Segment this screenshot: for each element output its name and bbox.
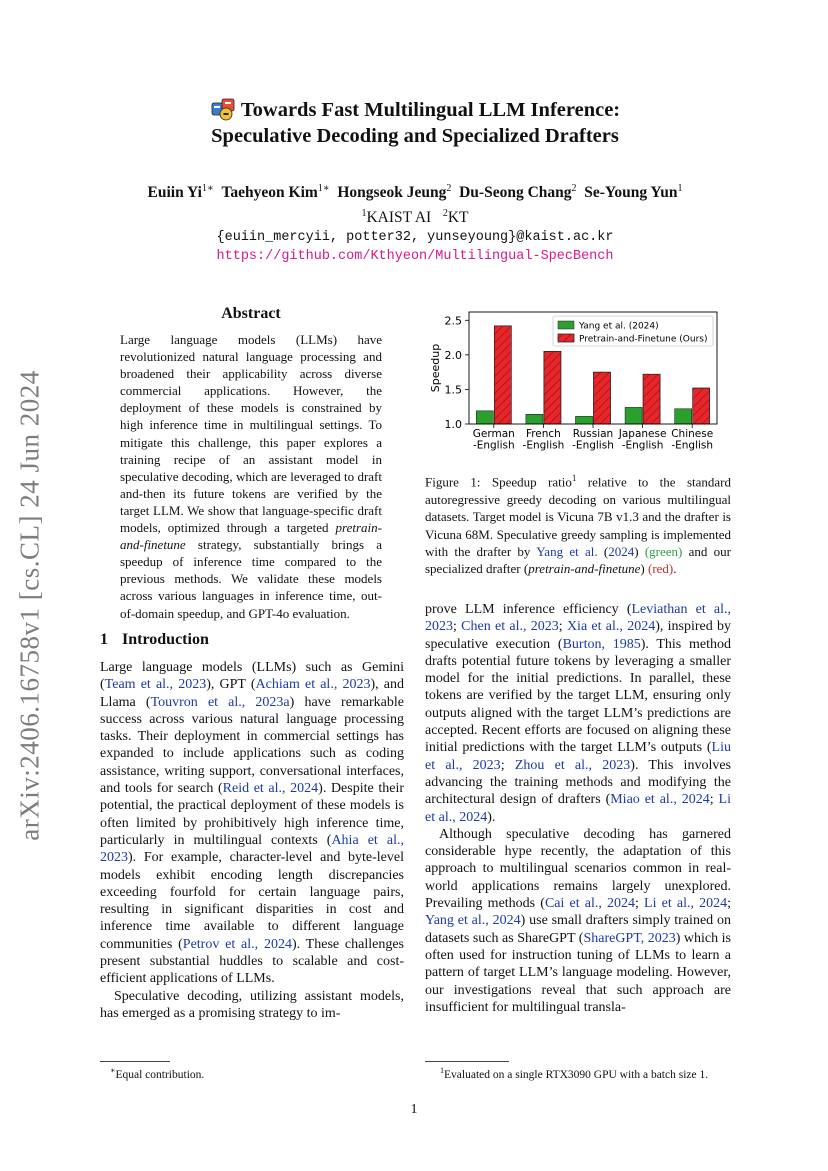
y-axis-label: Speedup (429, 343, 442, 393)
title-line-2: Speculative Decoding and Specialized Drafters (211, 125, 619, 147)
citation-link[interactable]: ShareGPT, 2023 (583, 930, 676, 946)
citation-link[interactable]: Petrov et al., 2024 (182, 936, 292, 952)
affiliation-kt: KT (447, 209, 469, 227)
bar-hatch (544, 351, 561, 424)
y-tick-label: 2.5 (444, 314, 462, 328)
citation-link[interactable]: Chen et al., 2023 (461, 619, 559, 635)
citation-link[interactable]: Cai et al., 2024 (544, 896, 636, 912)
author-name: Taehyeon Kim$^{1∗}$ (221, 183, 330, 202)
y-tick-label: 1.5 (444, 383, 462, 397)
author-names (100, 178, 730, 203)
left-column-text (100, 659, 404, 1022)
citation-link[interactable]: Xia et al., 2024 (566, 619, 656, 635)
bar (625, 407, 642, 424)
citation-link[interactable]: 2024 (608, 543, 635, 559)
speedup-bar-chart (425, 310, 731, 460)
footnote-equal-contribution: ∗Equal contribution. (110, 1066, 205, 1081)
legend-label: Pretrain-and-Finetune (Ours) (579, 334, 708, 345)
legend-swatch (558, 321, 574, 329)
citation-link[interactable]: Ahia et al., 2023 (100, 832, 404, 866)
figure-1 (425, 310, 731, 460)
x-tick-label: -English (572, 439, 614, 452)
author-name: Se-Young Yun$^1$ (584, 183, 683, 202)
legend-label: Yang et al. (2024) (579, 321, 659, 332)
arxiv-identifier: arXiv:2406.16758v1 [cs.CL] 24 Jun 2024 (14, 369, 45, 841)
x-tick-label: Japanese (618, 428, 667, 440)
intro-paragraph-4: Although speculative decoding has garnered considerable hype recently, the adaptation of this approach to multilingual scenarios common in real-world applications remains largely unexplored. Prevailing methods (Cai et al., 2024; Li et al., 2024; Yang et al., 2024) use small drafters simply trained on datasets such as ShareGPT (ShareGPT, 2023) which is often used for instruction tuning of LLMs to learn a pattern of target LLM’s language modeling. However, our investigations reveal that such approach are insufficient for multilingual transla- (425, 826, 732, 1015)
author-block (100, 178, 730, 266)
y-tick-label: 2.0 (444, 348, 462, 362)
bar-hatch (643, 374, 660, 424)
bar-hatch (693, 388, 710, 424)
paper-title (100, 97, 730, 149)
bar-hatch (494, 326, 511, 424)
author-name: Euiin $Yi^{1∗}$ (147, 183, 214, 202)
affiliations: $^1$KAIST AI $^2$KT (361, 208, 469, 227)
x-tick-label: German (472, 428, 515, 440)
bar (526, 414, 543, 424)
x-tick-label: Chinese (671, 428, 714, 440)
citation-link[interactable]: Li et al., 2024 (425, 792, 731, 825)
x-tick-label: -English (671, 439, 714, 452)
abstract-heading: Abstract (221, 305, 281, 322)
bar (675, 409, 692, 424)
section-heading-introduction (100, 631, 209, 649)
author-name: Hongseok Jeung$^2$ (337, 183, 452, 202)
citation-link[interactable]: Miao et al., 2024 (610, 792, 710, 808)
author-name: Du-Seong Chang$^2$ (459, 183, 577, 202)
bar (476, 411, 493, 424)
citation-link[interactable]: Zhou et al., 2023 (514, 757, 631, 773)
intro-paragraph-1: Large language models (LLMs) such as Gemini (Team et al., 2023), GPT (Achiam et al., 2023), and Llama (Touvron et al., 2023a) have remarkable success across various natural language processing tasks. Their deployment in commercial settings has expanded to include applications such as coding assistance, writing support, conversational interfaces, and tools for search (Reid et al., 2024). Despite their potential, the practical deployment of these models is often limited by prohibitively high inference time, particularly in multilingual contexts (Ahia et al., 2023). For example, character-level and byte-level models exhibit encoding length discrepancies exceeding fourfold for certain language pairs, resulting in significant disparities in cost and inference time available to different language communities (Petrov et al., 2024). These challenges present substantial huddles to scalable and cost-efficient applications of LLMs. (100, 660, 404, 987)
x-tick-label: -English (522, 439, 565, 452)
citation-link[interactable]: Burton, 1985 (562, 636, 641, 652)
y-tick-label: 1.0 (444, 418, 462, 431)
affiliation-kaist: KAIST AI (366, 209, 432, 227)
author-emails: {euiin_mercyii, potter32, yunseyoung}@kaist.ac.kr (216, 230, 614, 246)
bar-hatch (594, 372, 611, 424)
abstract-text: Large language models (LLMs) have revolutionized natural language processing and broadened their applicability across diverse commercial applications. However, the deployment of these models is constrained by high inference time in multilingual settings. To mitigate this challenge, this paper explores a training recipe of an assistant model in speculative decoding, which are leveraged to draft and-then its future tokens are verified by the target LLM. We show that language-specific draft models, optimized through a targeted pretrain-and-finetune strategy, substantially brings a speedup of inference time compared to the previous methods. We validate these models across various languages in inference time, out-of-domain speedup, and GPT-4o evaluation. (120, 332, 382, 621)
intro-paragraph-2: Speculative decoding, utilizing assistant models, has emerged as a promising strategy to im- (100, 988, 404, 1021)
x-tick-label: -English (621, 439, 664, 452)
page-number: 1 (410, 1102, 418, 1117)
citation-link[interactable]: Yang et al. (536, 543, 598, 559)
x-tick-label: -English (472, 439, 515, 452)
citation-link[interactable]: Li et al., 2024 (644, 896, 728, 912)
legend-swatch-hatch (558, 334, 574, 342)
x-tick-label: Russian (572, 428, 614, 440)
citation-link[interactable]: Touvron et al., 2023a (150, 694, 290, 710)
right-column-text (425, 601, 731, 1016)
citation-link[interactable]: Reid et al., 2024 (222, 781, 319, 797)
footnote-gpu: $^1$Evaluated on a single RTX3090 GPU with a batch size 1. (440, 1066, 709, 1081)
section-title: Introduction (122, 631, 209, 648)
footnote-rule-left (100, 1061, 170, 1062)
citation-link[interactable]: Leviathan et al., 2023 (425, 602, 731, 635)
citation-link[interactable]: Team et al., 2023 (104, 677, 207, 693)
intro-paragraph-3: prove LLM inference efficiency (Leviathan et al., 2023; Chen et al., 2023; Xia et al., 2024), inspired by speculative execution (Burton, 1985). This method drafts potential future tokens by leveraging a smaller model for the initial predictions. In parallel, these tokens are verified by the target LLM, ensuring only outputs aligned with the target LLM’s predictions are accepted. Recent efforts are focused on aligning these initial predictions with the target LLM’s outputs (Liu et al., 2023; Zhou et al., 2023). This involves advancing the training methods and modifying the architectural design of drafters (Miao et al., 2024; Li et al., 2024). (425, 602, 732, 825)
citation-link[interactable]: Yang et al., 2024 (425, 913, 521, 929)
repo-link[interactable]: https://github.com/Kthyeon/Multilingual-SpecBench (216, 249, 614, 265)
x-tick-label: French (525, 428, 561, 440)
citation-link[interactable]: Liu et al., 2023 (425, 740, 731, 773)
footnote-rule-right (425, 1061, 509, 1062)
title-line-1: Towards Fast Multilingual LLM Inference: (240, 99, 621, 121)
figure-caption: Figure 1: Speedup ratio$^1$ relative to the standard autoregressive greedy decoding on various multilingual datasets. Target model is Vicuna 7B v1.3 and the drafter is Vicuna 68M. Speculative greedy sampling is implemented with the drafter by Yang et al. (2024) (green) and our specialized drafter (pretrain-and-finetune) (red). (425, 473, 731, 577)
section-number: 1 (100, 631, 108, 648)
citation-link[interactable]: Achiam et al., 2023 (255, 677, 371, 693)
translation-logo-icon (210, 97, 238, 121)
bar (576, 416, 593, 424)
